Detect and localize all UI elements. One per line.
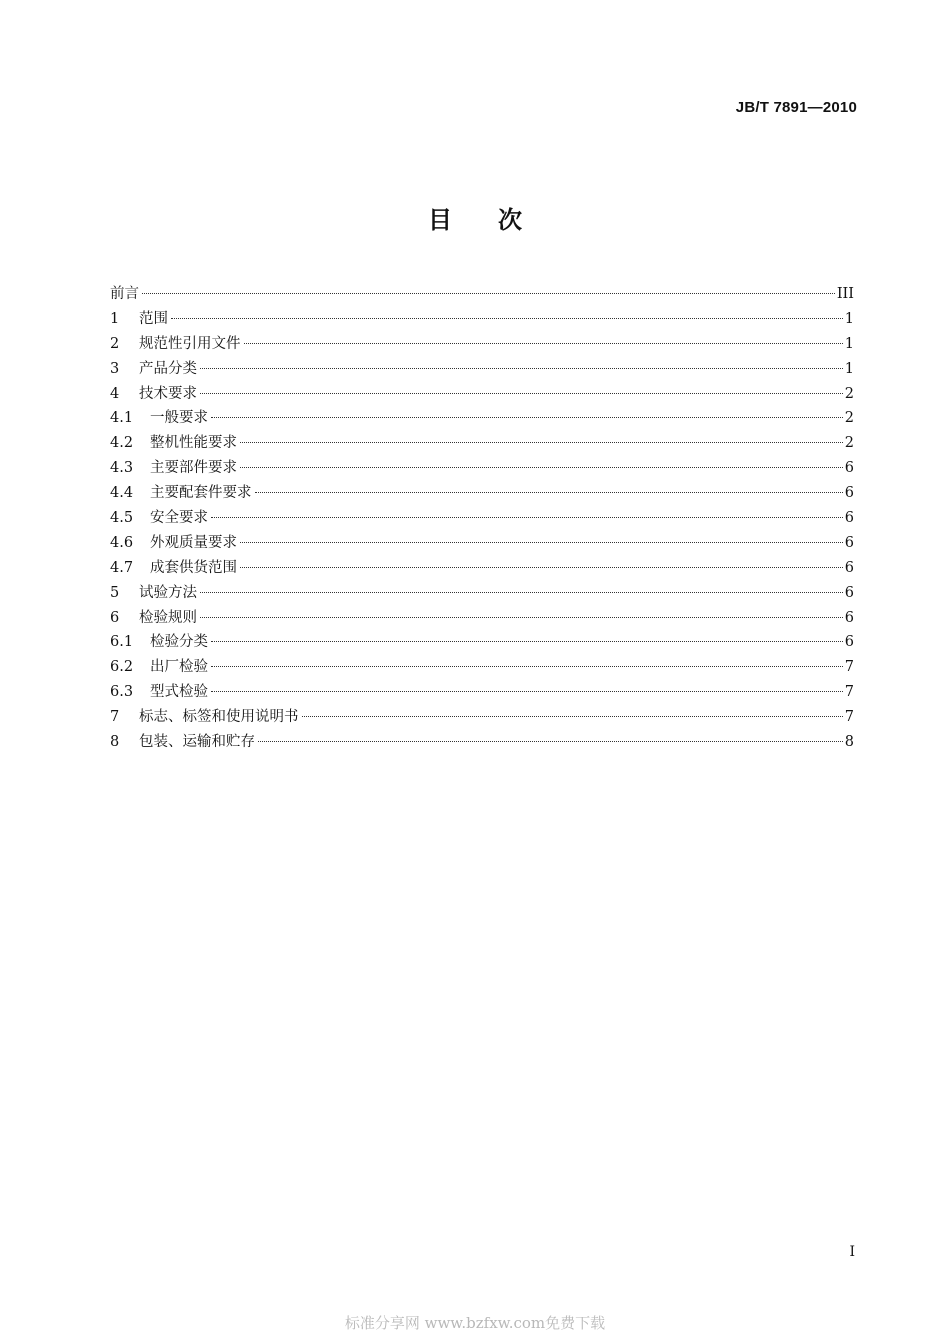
page-number: I xyxy=(849,1244,855,1260)
toc-entry-number: 8 xyxy=(110,734,120,751)
toc-leader-dots xyxy=(142,293,835,294)
toc-entry-number: 7 xyxy=(110,709,120,726)
toc-leader-dots xyxy=(255,492,843,493)
toc-entry-title: 主要配套件要求 xyxy=(150,485,252,502)
toc-entry-number: 4.4 xyxy=(110,485,134,502)
toc-entry-page: 6 xyxy=(844,584,854,601)
toc-entry[interactable] xyxy=(110,307,854,332)
toc-leader-dots xyxy=(240,467,843,468)
toc-leader-dots xyxy=(200,368,843,369)
toc-entry-title: 安全要求 xyxy=(150,510,208,527)
toc-leader-dots xyxy=(200,393,843,394)
toc-entry-number: 4.5 xyxy=(110,510,134,527)
toc-entry-page: III xyxy=(836,286,854,302)
toc-entry[interactable] xyxy=(110,581,854,606)
toc-entry[interactable] xyxy=(110,406,854,431)
toc-entry[interactable] xyxy=(110,730,854,755)
toc-entry[interactable] xyxy=(110,655,854,680)
toc-entry-page: 2 xyxy=(844,385,854,402)
toc-entry-number: 2 xyxy=(110,335,120,352)
toc-leader-dots xyxy=(200,617,843,618)
toc-entry-number: 4.6 xyxy=(110,534,134,551)
toc-entry[interactable] xyxy=(110,382,854,407)
toc-entry[interactable] xyxy=(110,556,854,581)
toc-entry[interactable] xyxy=(110,332,854,357)
toc-entry-title: 检验规则 xyxy=(139,609,197,626)
footer-watermark: 标准分享网 www.bzfxw.com免费下载 xyxy=(344,1314,606,1332)
toc-leader-dots xyxy=(240,542,843,543)
title-char-1: 目 xyxy=(428,206,452,234)
toc-entry-page: 6 xyxy=(844,634,854,651)
toc-leader-dots xyxy=(211,517,843,518)
toc-entry-title: 整机性能要求 xyxy=(150,435,237,452)
toc-entry[interactable] xyxy=(110,431,854,456)
toc-entry-title: 标志、标签和使用说明书 xyxy=(139,709,299,726)
toc-entry[interactable] xyxy=(110,630,854,655)
toc-entry-page: 6 xyxy=(844,485,854,502)
toc-entry-title: 检验分类 xyxy=(150,634,208,651)
toc-entry-page: 1 xyxy=(844,310,854,327)
toc-entry-page: 6 xyxy=(844,559,854,576)
toc-leader-dots xyxy=(211,666,843,667)
table-of-contents xyxy=(110,282,854,755)
toc-entry[interactable] xyxy=(110,481,854,506)
toc-entry-number: 5 xyxy=(110,584,120,601)
toc-entry-page: 2 xyxy=(844,435,854,452)
toc-entry-title: 一般要求 xyxy=(150,410,208,427)
toc-entry-title: 包装、运输和贮存 xyxy=(139,734,255,751)
toc-entry-page: 6 xyxy=(844,609,854,626)
toc-entry-number: 4.7 xyxy=(110,559,134,576)
toc-entry-title: 外观质量要求 xyxy=(150,534,237,551)
toc-leader-dots xyxy=(171,318,843,319)
toc-entry-page: 2 xyxy=(844,410,854,427)
toc-entry-number: 4.2 xyxy=(110,435,134,452)
toc-leader-dots xyxy=(240,567,843,568)
toc-entry-number: 6.1 xyxy=(110,634,134,651)
standard-code: JB/T 7891—2010 xyxy=(735,99,857,116)
toc-entry-page: 1 xyxy=(844,360,854,377)
toc-entry-page: 8 xyxy=(844,734,854,751)
toc-entry-number: 4 xyxy=(110,385,120,402)
toc-entry-title: 出厂检验 xyxy=(150,659,208,676)
toc-entry[interactable] xyxy=(110,357,854,382)
title-char-2: 次 xyxy=(498,206,522,234)
toc-entry-page: 6 xyxy=(844,510,854,527)
toc-entry-number: 6.3 xyxy=(110,684,134,701)
toc-entry[interactable] xyxy=(110,456,854,481)
toc-entry-page: 7 xyxy=(844,709,854,726)
toc-entry-page: 7 xyxy=(844,659,854,676)
toc-entry-title: 试验方法 xyxy=(139,584,197,601)
toc-entry-number: 1 xyxy=(110,310,120,327)
toc-leader-dots xyxy=(258,741,843,742)
toc-leader-dots xyxy=(211,417,843,418)
toc-entry-title: 型式检验 xyxy=(150,684,208,701)
toc-leader-dots xyxy=(200,592,843,593)
toc-leader-dots xyxy=(244,343,843,344)
toc-entry-title: 前言 xyxy=(110,286,139,302)
toc-entry-page: 7 xyxy=(844,684,854,701)
toc-leader-dots xyxy=(211,641,843,642)
toc-leader-dots xyxy=(302,716,843,717)
toc-entry-page: 1 xyxy=(844,335,854,352)
toc-entry-number: 4.1 xyxy=(110,410,134,427)
toc-entry-title: 产品分类 xyxy=(139,360,197,377)
toc-entry[interactable] xyxy=(110,282,854,307)
toc-entry-page: 6 xyxy=(844,460,854,477)
toc-entry-title: 成套供货范围 xyxy=(150,559,237,576)
toc-entry-number: 6 xyxy=(110,609,120,626)
toc-entry-title: 主要部件要求 xyxy=(150,460,237,477)
page-title xyxy=(0,200,950,235)
toc-entry-title: 规范性引用文件 xyxy=(139,335,241,352)
toc-entry[interactable] xyxy=(110,506,854,531)
toc-entry[interactable] xyxy=(110,705,854,730)
toc-leader-dots xyxy=(240,442,843,443)
toc-leader-dots xyxy=(211,691,843,692)
toc-entry-title: 技术要求 xyxy=(139,385,197,402)
toc-entry-number: 3 xyxy=(110,360,120,377)
toc-entry-title: 范围 xyxy=(139,310,168,327)
toc-entry-number: 4.3 xyxy=(110,460,134,477)
toc-entry-page: 6 xyxy=(844,534,854,551)
toc-entry[interactable] xyxy=(110,606,854,631)
toc-entry-number: 6.2 xyxy=(110,659,134,676)
toc-entry[interactable] xyxy=(110,531,854,556)
toc-entry[interactable] xyxy=(110,680,854,705)
